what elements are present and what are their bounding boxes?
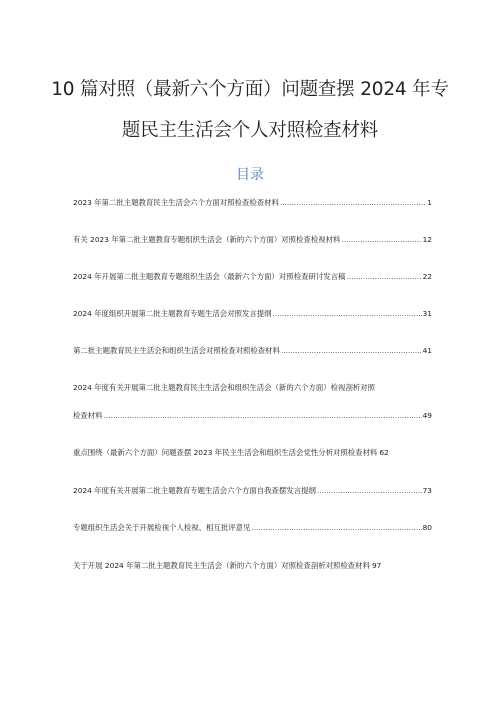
toc-entry-page: 49: [422, 411, 432, 420]
toc-entry[interactable]: [73, 523, 432, 533]
toc-entry-page: 1: [427, 198, 432, 207]
toc-entry-page: 80: [422, 523, 432, 532]
toc-entry-title: 2024 年度组织开展第二批主题教育专题生活会对照发言提纲: [73, 309, 272, 318]
toc-entry[interactable]: [73, 198, 432, 208]
toc-leader-dots: [251, 523, 421, 533]
toc-entry[interactable]: [73, 272, 432, 282]
toc-leader-dots: [346, 272, 421, 282]
toc-leader-dots: [280, 198, 426, 208]
toc-entry-title: 有关 2023 年第二批主题教育专题组织生活会（新的六个方面）对照检查检视材料: [73, 235, 341, 244]
document-title-line-2: 题民主生活会个人对照检查材料: [121, 120, 379, 141]
toc-entry-continuation[interactable]: [73, 411, 432, 421]
toc-leader-dots: [317, 486, 422, 496]
toc-leader-dots: [281, 346, 422, 356]
toc-leader-dots: [104, 411, 422, 421]
toc-entry-title: 专题组织生活会关于开展检视个人检视、相互批评意见: [73, 523, 251, 532]
toc-entry-page: 22: [422, 272, 432, 281]
toc-entry[interactable]: [73, 346, 432, 356]
toc-entry-title: 2024 年开展第二批主题教育专题组织生活会（最新六个方面）对照检查研讨发言稿: [73, 272, 346, 281]
toc-entry-title: 2024 年度有关开展第二批主题教育专题生活会六个方面自我查摆发言提纲: [73, 486, 316, 495]
toc-entry-page: 73: [422, 486, 432, 495]
toc-entry-page: 31: [422, 309, 432, 318]
toc-entry-page: 41: [422, 346, 432, 355]
document-title-line-1: 10 篇对照（最新六个方面）问题查摆 2024 年专: [51, 79, 449, 100]
toc-entry-title: 关于开展 2024 年第二批主题教育民主生活会（新的六个方面）对照检查剖析对照检查材料: [73, 561, 370, 570]
toc-entry[interactable]: [73, 448, 432, 458]
toc-entry[interactable]: [73, 486, 432, 496]
toc-entry[interactable]: [73, 383, 432, 393]
toc-entry-title: 第二批主题教育民主生活会和组织生活会对照检查对照检查材料: [73, 346, 280, 355]
toc-entry-page: 12: [422, 235, 432, 244]
toc-entry[interactable]: [73, 561, 432, 571]
toc-entry[interactable]: [73, 309, 432, 319]
toc-entry-title: 2024 年度有关开展第二批主题教育民主生活会和组织生活会（新的六个方面）检视剖析对照: [73, 383, 376, 392]
toc-leader-dots: [341, 235, 421, 245]
toc-entry-page: 97: [371, 561, 382, 570]
toc-heading: 目录: [236, 167, 264, 183]
toc-leader-dots: [273, 309, 422, 319]
toc-entry-title: 2023 年第二批主题教育民主生活会六个方面对照检查检查材料: [73, 198, 279, 207]
toc-entry[interactable]: [73, 235, 432, 245]
toc-entry-title: 重点围绕（最新六个方面）问题查摆 2023 年民主生活会和组织生活会党性分析对照检查材料: [73, 448, 378, 457]
toc-entry-title-continued: 检查材料: [73, 411, 103, 420]
toc-entry-page: 62: [379, 448, 389, 457]
